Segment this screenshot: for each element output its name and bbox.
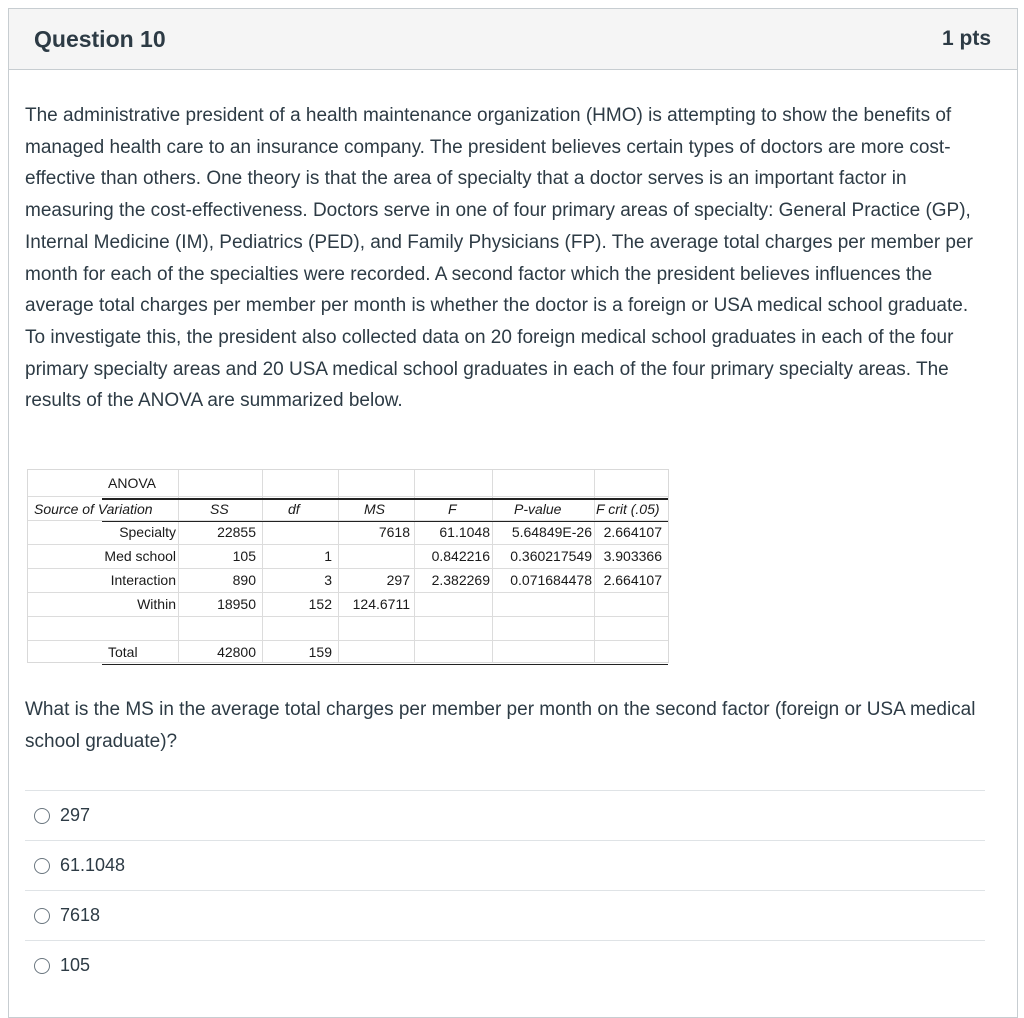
radio-button[interactable]: [34, 908, 50, 924]
row-fcrit: 2.664107: [603, 572, 662, 588]
question-title: Question 10: [34, 25, 166, 52]
row-fcrit: 3.903366: [603, 548, 662, 564]
total-ss: 42800: [217, 644, 256, 660]
row-pvalue: 0.360217549: [510, 548, 592, 564]
row-fcrit: 2.664107: [603, 524, 662, 540]
row-f: 0.842216: [431, 548, 490, 564]
row-ss: 105: [232, 548, 256, 564]
answer-label: 105: [60, 955, 91, 975]
row-ss: 18950: [217, 596, 256, 612]
row-source: Med school: [104, 548, 176, 564]
row-source: Within: [137, 596, 176, 612]
row-ms: 297: [386, 572, 410, 588]
header-ms: MS: [364, 501, 385, 517]
header-ss: SS: [210, 501, 229, 517]
row-ms: 124.6711: [352, 596, 410, 612]
answer-option[interactable]: [25, 840, 985, 890]
row-f: 2.382269: [431, 572, 490, 588]
question-header: [9, 9, 1017, 70]
header-fcrit: F crit (.05): [596, 501, 660, 517]
header-f: F: [448, 501, 457, 517]
answer-option[interactable]: [25, 790, 985, 840]
total-label: Total: [108, 644, 138, 660]
radio-button[interactable]: [34, 858, 50, 874]
row-pvalue: 5.64849E-26: [511, 524, 592, 540]
anova-table-image: [27, 469, 669, 663]
question-points: 1 pts: [941, 27, 991, 50]
radio-button[interactable]: [34, 808, 50, 824]
answer-label: 297: [60, 805, 91, 825]
question-prompt: What is the MS in the average total charges per member per month on the second factor (foreign or USA medical school graduate)?: [25, 699, 976, 752]
row-ss: 22855: [217, 524, 256, 540]
answer-label: 7618: [60, 905, 101, 925]
row-f: 61.1048: [439, 524, 490, 540]
row-df: 3: [324, 572, 332, 588]
row-ms: 7618: [378, 524, 410, 540]
row-ss: 890: [232, 572, 256, 588]
header-pvalue: P-value: [514, 501, 562, 517]
row-pvalue: 0.071684478: [510, 572, 592, 588]
header-df: df: [288, 501, 300, 517]
row-source: Interaction: [110, 572, 176, 588]
header-source: Source of Variation: [34, 501, 153, 517]
row-source: Specialty: [119, 524, 176, 540]
total-df: 159: [308, 644, 332, 660]
row-df: 152: [308, 596, 332, 612]
answer-list: [25, 790, 985, 990]
answer-option[interactable]: [25, 940, 985, 990]
answer-option[interactable]: [25, 890, 985, 940]
row-df: 1: [324, 548, 332, 564]
anova-title: ANOVA: [108, 475, 156, 491]
radio-button[interactable]: [34, 958, 50, 974]
question-text: The administrative president of a health maintenance organization (HMO) is attempting to show the benefits of managed health care to an insurance company. The president believes certain types of doctors are more cost-effective than others. One theory is that the area of specialty that a doctor serves is an important factor in measuring the cost-effectiveness. Doctors serve in one of four primary areas of specialty: General Practice (GP), Internal Medicine (IM), Pediatrics (PED), and Family Physicians (FP). The average total charges per member per month for each of the specialties were recorded. A second factor which the president believes influences the average total charges per member per month is whether the doctor is a foreign or USA medical school graduate. To investigate this, the president also collected data on 20 foreign medical school graduates in each of the four primary specialty areas and 20 USA medical school graduates in each of the four primary specialty areas. The results of the ANOVA are summarized below.: [25, 105, 973, 412]
answer-label: 61.1048: [60, 855, 126, 875]
